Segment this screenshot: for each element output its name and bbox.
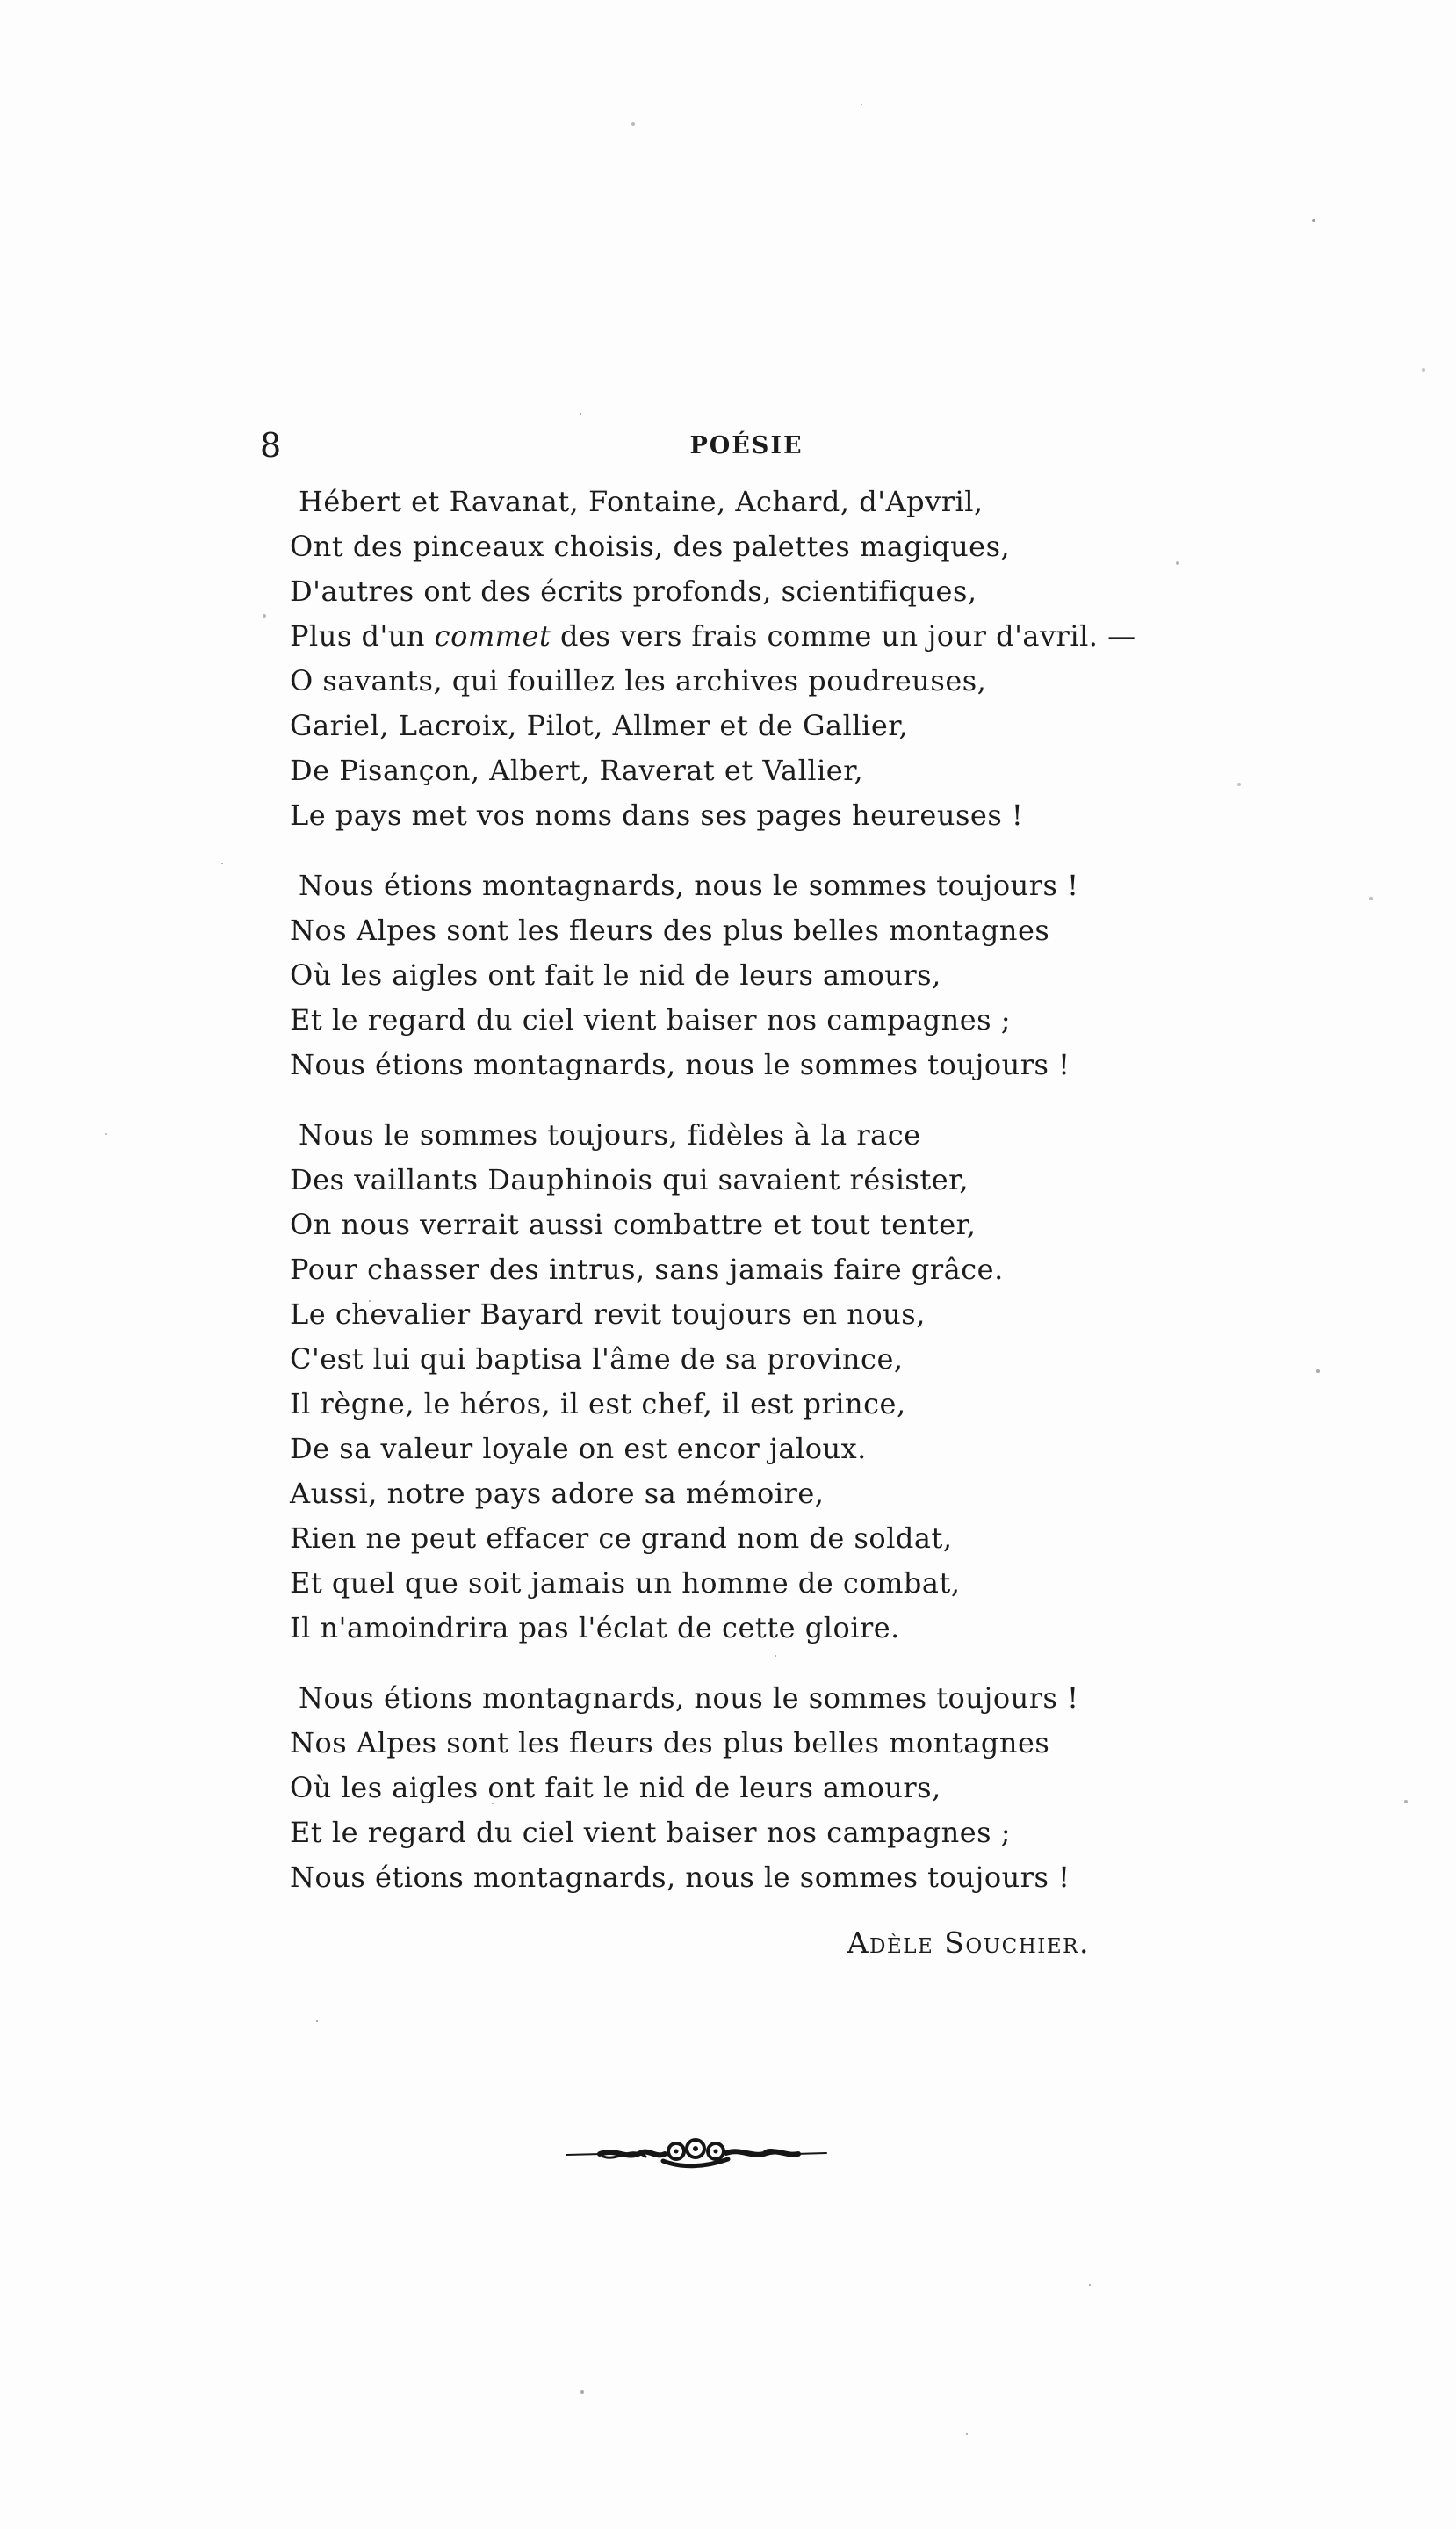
poem-line: O savants, qui fouillez les archives poudreuses, — [290, 664, 987, 697]
poem-line: Le chevalier Bayard revit toujours en nous, — [290, 1297, 926, 1331]
author-signature-text: Adèle Souchier. — [847, 1926, 1090, 1960]
poem — [290, 480, 1136, 1900]
poem-line: De Pisançon, Albert, Raverat et Vallier, — [290, 754, 864, 787]
poem-line: Ont des pinceaux choisis, des palettes magiques, — [290, 530, 1011, 563]
poem-line: Gariel, Lacroix, Pilot, Allmer et de Gallier, — [290, 709, 909, 742]
stanza — [290, 863, 1102, 1087]
flourish-divider — [290, 2132, 1102, 2176]
poem-line: Nous étions montagnards, nous le sommes toujours ! — [290, 1048, 1070, 1081]
poem-line: De sa valeur loyale on est encor jaloux. — [290, 1432, 867, 1465]
poem-line: Et le regard du ciel vient baiser nos campagnes ; — [290, 1003, 1012, 1037]
stanza — [290, 480, 1136, 838]
poem-line: On nous verrait aussi combattre et tout tenter, — [290, 1208, 977, 1241]
author-signature — [290, 1926, 1102, 1960]
flourish-icon — [565, 2132, 828, 2172]
poem-line: Où les aigles ont fait le nid de leurs amours, — [290, 1771, 941, 1804]
page-header — [0, 426, 1456, 469]
poem-line: Et quel que soit jamais un homme de combat, — [290, 1566, 961, 1600]
scan-noise — [0, 0, 2, 2]
poem-line: Pour chasser des intrus, sans jamais faire grâce. — [290, 1253, 1004, 1286]
running-title: POÉSIE — [689, 432, 804, 459]
poem-line: C'est lui qui baptisa l'âme de sa province, — [290, 1342, 904, 1376]
poem-line: Il n'amoindrira pas l'éclat de cette gloire. — [290, 1611, 900, 1644]
page-number: 8 — [260, 426, 282, 465]
poem-line: Nos Alpes sont les fleurs des plus belles montagnes — [290, 914, 1050, 947]
poem-line: Rien ne peut effacer ce grand nom de soldat, — [290, 1521, 953, 1555]
poem-line: Hébert et Ravanat, Fontaine, Achard, d'Apvril, — [299, 485, 984, 518]
poem-line: Nous étions montagnards, nous le sommes toujours ! — [299, 869, 1079, 902]
poem-line: Nos Alpes sont les fleurs des plus belles montagnes — [290, 1726, 1050, 1759]
poem-block — [290, 480, 1136, 2176]
poem-line: Et le regard du ciel vient baiser nos campagnes ; — [290, 1816, 1012, 1849]
poem-line: Plus d'un commet des vers frais comme un jour d'avril. — — [290, 619, 1136, 653]
stanza — [290, 1113, 1102, 1651]
poem-line: D'autres ont des écrits profonds, scientifiques, — [290, 574, 977, 608]
poem-line: Le pays met vos noms dans ses pages heureuses ! — [290, 798, 1024, 832]
poem-line: Des vaillants Dauphinois qui savaient résister, — [290, 1163, 969, 1196]
poem-line: Il règne, le héros, il est chef, il est prince, — [290, 1387, 906, 1420]
poem-line: Aussi, notre pays adore sa mémoire, — [290, 1477, 825, 1510]
poem-line: Nous le sommes toujours, fidèles à la race — [299, 1118, 921, 1152]
poem-line: Nous étions montagnards, nous le sommes toujours ! — [290, 1861, 1070, 1894]
poem-line: Nous étions montagnards, nous le sommes toujours ! — [299, 1681, 1079, 1715]
stanza — [290, 1676, 1102, 1900]
poem-line: Où les aigles ont fait le nid de leurs amours, — [290, 958, 941, 992]
